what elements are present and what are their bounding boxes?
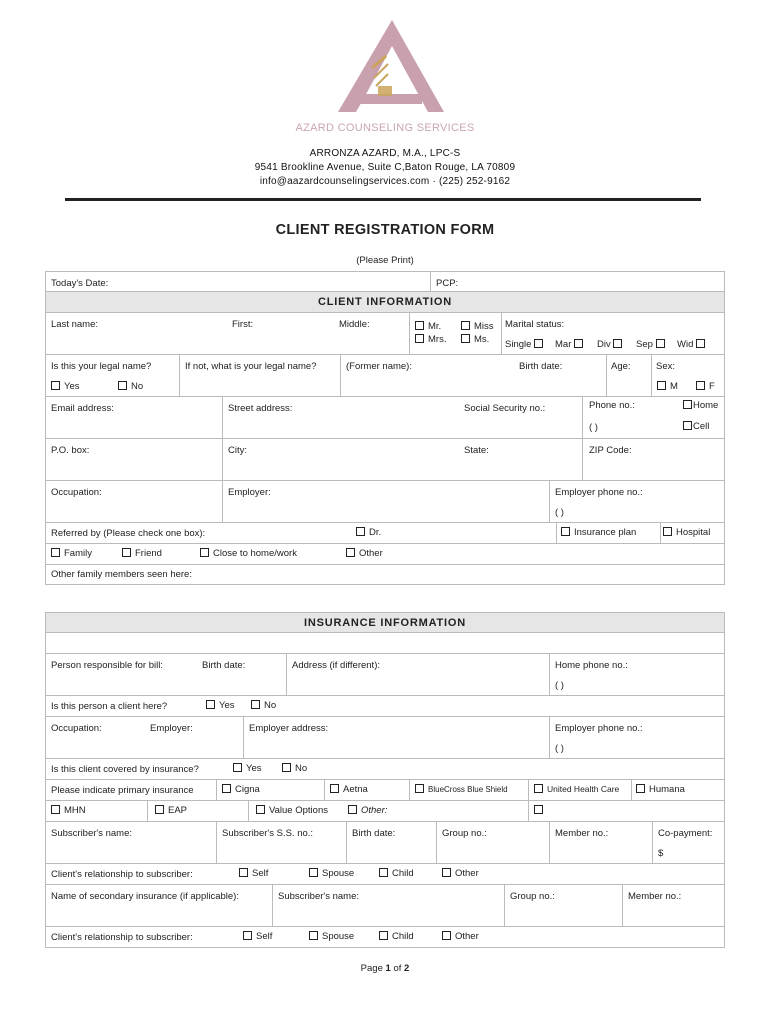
email-phone-line: info@aazardcounselingservices.com · (225) 252-9162 [259, 176, 511, 187]
eap-cell [147, 801, 248, 821]
age-label: Age: [611, 361, 631, 372]
div-label: Div [597, 339, 611, 350]
ref-insurance-option[interactable] [561, 527, 636, 538]
mar-checkbox[interactable] [574, 339, 583, 348]
org-name: AZARD COUNSELING SERVICES [295, 122, 475, 134]
subscriber-name-field[interactable] [46, 822, 216, 863]
occupation-field[interactable] [46, 481, 222, 522]
rel-spouse-label: Spouse [322, 868, 355, 879]
ref-dr-cell [346, 523, 556, 543]
first-name-field[interactable] [227, 313, 334, 354]
is-client-yes-label: Yes [219, 700, 235, 711]
city-field[interactable] [222, 439, 459, 480]
page-total: 2 [404, 963, 410, 974]
email-label: Email address: [51, 403, 114, 414]
resp-employer-phone-label: Employer phone no.: [555, 723, 643, 734]
ref-insurance-cell [556, 523, 660, 543]
contact-name: ARRONZA AZARD, M.A., LPC-S [309, 148, 461, 159]
rel-child-option[interactable] [379, 868, 414, 879]
secondary-field[interactable] [46, 885, 272, 926]
legal-name-label: Is this your legal name? [51, 361, 152, 372]
sec-group-field[interactable] [504, 885, 622, 926]
row-date-pcp [45, 271, 725, 292]
rel2-spouse-checkbox[interactable] [309, 931, 318, 940]
covered-no-label: No [295, 763, 308, 774]
age-field[interactable] [606, 355, 651, 396]
title-options [409, 313, 501, 354]
mar-option[interactable] [555, 339, 587, 350]
other-ins-checkbox[interactable] [348, 805, 357, 814]
rel-self-checkbox[interactable] [239, 868, 248, 877]
address-line: 9541 Brookline Avenue, Suite C,Baton Rouge, LA 70809 [254, 162, 516, 173]
rel2-other-option[interactable] [442, 931, 479, 942]
legal-no-option[interactable] [118, 381, 143, 392]
miss-checkbox[interactable] [461, 321, 470, 330]
rel-spouse-checkbox[interactable] [309, 868, 318, 877]
rel-self-option[interactable] [239, 868, 268, 879]
rel-other-option[interactable] [442, 868, 479, 879]
row-relationship-1 [45, 864, 725, 885]
subscriber-name-label: Subscriber's name: [51, 828, 133, 839]
member-no-field[interactable] [549, 822, 652, 863]
ssn-field[interactable] [459, 397, 582, 438]
value-options-cell [248, 801, 348, 821]
covered-yes-checkbox[interactable] [233, 763, 242, 772]
mhn-option[interactable] [51, 805, 86, 816]
bcbs-option[interactable] [415, 784, 508, 794]
ref-hospital-label: Hospital [676, 527, 711, 538]
home-phone-area: ( ) [555, 680, 564, 691]
insurance-info-band: INSURANCE INFORMATION [45, 612, 725, 633]
phone-home-checkbox[interactable] [683, 400, 692, 409]
person-responsible-label: Person responsible for bill: [51, 660, 163, 671]
sec-member-field[interactable] [622, 885, 724, 926]
primary-question [46, 780, 216, 800]
other-ins-extra-checkbox[interactable] [534, 805, 543, 814]
humana-label: Humana [649, 784, 685, 795]
row-other-family[interactable] [45, 565, 725, 585]
mhn-label: MHN [64, 805, 86, 816]
home-phone-field[interactable] [549, 654, 724, 695]
rel-child-checkbox[interactable] [379, 868, 388, 877]
row-is-client [45, 696, 725, 717]
if-not-legal-field[interactable] [179, 355, 340, 396]
home-phone-label: Home phone no.: [555, 660, 628, 671]
sex-f-checkbox[interactable] [696, 381, 705, 390]
miss-label: Miss [474, 321, 494, 332]
page-label: Page [360, 963, 383, 974]
mrs-option[interactable] [415, 334, 446, 345]
phone-cell-option[interactable] [683, 421, 709, 432]
value-options-label: Value Options [269, 805, 328, 816]
legal-yes-option[interactable] [51, 381, 80, 392]
ref-insurance-checkbox[interactable] [561, 527, 570, 536]
row-names [45, 313, 725, 355]
row-primary-insurance [45, 780, 725, 801]
is-client-no-option[interactable] [251, 700, 276, 711]
former-name-field[interactable] [340, 355, 514, 396]
marital-status-label: Marital status: [505, 319, 565, 330]
street-field[interactable] [222, 397, 459, 438]
row-address [45, 439, 725, 481]
address-diff-label: Address (if different): [292, 660, 381, 671]
form-title: CLIENT REGISTRATION FORM [275, 222, 495, 238]
other-family-label: Other family members seen here: [51, 569, 192, 580]
group-no-field[interactable] [436, 822, 549, 863]
ref-dr-option[interactable] [356, 527, 381, 538]
employer-address-field[interactable] [243, 717, 549, 758]
occupation-label: Occupation: [51, 487, 102, 498]
row-occupation [45, 481, 725, 523]
humana-checkbox[interactable] [636, 784, 645, 793]
other-ins-extra-cell [528, 801, 724, 821]
is-client-label: Is this person a client here? [51, 701, 168, 712]
sex-m-option[interactable] [657, 381, 678, 392]
last-name-field[interactable] [46, 313, 227, 354]
ref-dr-checkbox[interactable] [356, 527, 365, 536]
single-label: Single [505, 339, 532, 350]
header-divider [65, 198, 701, 201]
covered-yes-option[interactable] [233, 763, 262, 774]
po-box-label: P.O. box: [51, 445, 90, 456]
subscriber-ss-field[interactable] [216, 822, 346, 863]
other-ins-option[interactable] [348, 805, 387, 816]
covered-yes-label: Yes [246, 763, 262, 774]
ref-close-checkbox[interactable] [200, 548, 209, 557]
cigna-option[interactable] [222, 784, 260, 795]
uhc-checkbox[interactable] [534, 784, 543, 793]
subscriber-ss-label: Subscriber's S.S. no.: [222, 828, 314, 839]
div-option[interactable] [597, 339, 626, 350]
state-label: State: [464, 445, 489, 456]
rel-other-label: Other [455, 868, 479, 879]
row-email [45, 397, 725, 439]
birth-date-field[interactable] [514, 355, 606, 396]
sec-subscriber-field[interactable] [272, 885, 504, 926]
state-field[interactable] [459, 439, 582, 480]
humana-option[interactable] [636, 784, 685, 795]
covered-label: Is this client covered by insurance? [51, 764, 199, 775]
copay-dollar: $ [658, 848, 664, 859]
sex-f-option[interactable] [696, 381, 715, 392]
birth-date-label: Birth date: [519, 361, 563, 372]
resp-birth-date-label: Birth date: [202, 660, 246, 671]
mr-option[interactable] [415, 321, 441, 332]
sub-birth-field[interactable] [346, 822, 436, 863]
sex-label: Sex: [656, 361, 676, 372]
street-label: Street address: [228, 403, 293, 414]
client-info-band: CLIENT INFORMATION [45, 292, 725, 313]
last-name-label: Last name: [51, 319, 98, 330]
sep-checkbox[interactable] [656, 339, 665, 348]
zip-label: ZIP Code: [589, 445, 632, 456]
sex-f-label: F [709, 381, 715, 392]
ref-family-label: Family [64, 548, 92, 559]
ref-friend-checkbox[interactable] [122, 548, 131, 557]
resp-employer-label: Employer: [150, 723, 193, 734]
sec-member-label: Member no.: [628, 891, 682, 902]
ref-hospital-cell [660, 523, 724, 543]
div-checkbox[interactable] [613, 339, 622, 348]
person-responsible-field[interactable] [46, 654, 197, 695]
rel2-child-label: Child [392, 931, 414, 942]
resp-occupation-field[interactable] [46, 717, 145, 758]
pcp-label: PCP: [436, 278, 459, 289]
ref-family-option[interactable] [51, 548, 92, 559]
referred-by-question [46, 523, 346, 543]
humana-cell [631, 780, 724, 800]
rel-other-checkbox[interactable] [442, 868, 451, 877]
legal-yes-label: Yes [64, 381, 80, 392]
value-options-option[interactable] [256, 805, 328, 816]
employer-phone-label: Employer phone no.: [555, 487, 643, 498]
mrs-checkbox[interactable] [415, 334, 424, 343]
bcbs-checkbox[interactable] [415, 784, 424, 793]
city-label: City: [228, 445, 247, 456]
eap-option[interactable] [155, 805, 187, 816]
row-relationship-2 [45, 927, 725, 948]
employer-phone-area: ( ) [555, 507, 564, 518]
rel2-other-label: Other [455, 931, 479, 942]
row-referred [45, 523, 725, 544]
is-client-no-checkbox[interactable] [251, 700, 260, 709]
employer-phone-field[interactable] [549, 481, 724, 522]
email-field[interactable] [46, 397, 222, 438]
ref-close-label: Close to home/work [213, 548, 297, 559]
uhc-option[interactable] [534, 784, 619, 794]
uhc-cell [528, 780, 631, 800]
sec-group-label: Group no.: [510, 891, 555, 902]
row-resp-occupation [45, 717, 725, 759]
row-secondary [45, 885, 725, 927]
rel2-child-checkbox[interactable] [379, 931, 388, 940]
ref-family-checkbox[interactable] [51, 548, 60, 557]
sep-option[interactable] [636, 339, 669, 350]
ref-other-option[interactable] [346, 548, 383, 559]
sep-label: Sep [636, 339, 653, 350]
row-legal-name [45, 355, 725, 397]
row-person-responsible [45, 654, 725, 696]
todays-date-field[interactable] [46, 272, 430, 291]
single-option[interactable] [505, 339, 547, 350]
resp-employer-phone-field[interactable] [549, 717, 724, 758]
is-client-no-label: No [264, 700, 277, 711]
phone-home-label: Home [693, 400, 719, 411]
legal-no-checkbox[interactable] [118, 381, 127, 390]
sex-m-label: M [670, 381, 678, 392]
rel2-child-option[interactable] [379, 931, 414, 942]
legal-yes-checkbox[interactable] [51, 381, 60, 390]
ref-other-checkbox[interactable] [346, 548, 355, 557]
is-client-yes-option[interactable] [206, 700, 235, 711]
aetna-option[interactable] [330, 784, 368, 795]
row-other-insurers [45, 801, 725, 822]
address-diff-field[interactable] [286, 654, 549, 695]
ref-hospital-option[interactable] [663, 527, 710, 538]
aetna-label: Aetna [343, 784, 368, 795]
former-name-label: (Former name): [346, 361, 412, 372]
company-logo [330, 16, 450, 116]
cigna-checkbox[interactable] [222, 784, 231, 793]
ref-friend-label: Friend [135, 548, 162, 559]
mrs-label: Mrs. [428, 334, 447, 345]
primary-label: Please indicate primary insurance [51, 785, 194, 796]
zip-field[interactable] [582, 439, 724, 480]
resp-employer-field[interactable] [145, 717, 243, 758]
mhn-checkbox[interactable] [51, 805, 60, 814]
phone-cell-checkbox[interactable] [683, 421, 692, 430]
secondary-label: Name of secondary insurance (if applicable): [51, 891, 239, 902]
ssn-label: Social Security no.: [464, 403, 546, 414]
mhn-cell [46, 801, 147, 821]
group-no-label: Group no.: [442, 828, 487, 839]
miss-option[interactable] [461, 321, 494, 332]
phone-cell-label: Cell [693, 421, 710, 432]
ref-friend-option[interactable] [122, 548, 162, 559]
ms-label: Ms. [474, 334, 490, 345]
phone-field [582, 397, 724, 438]
phone-label: Phone no.: [589, 400, 635, 411]
phone-home-option[interactable] [683, 400, 718, 411]
page-number: 1 [385, 963, 391, 974]
ref-hospital-checkbox[interactable] [663, 527, 672, 536]
employer-field[interactable] [222, 481, 549, 522]
pcp-field[interactable] [430, 272, 724, 291]
rel-child-label: Child [392, 868, 414, 879]
uhc-label: United Health Care [547, 784, 620, 794]
rel2-spouse-label: Spouse [322, 931, 355, 942]
cigna-label: Cigna [235, 784, 260, 795]
row-subscriber [45, 822, 725, 864]
wid-label: Wid [677, 339, 694, 350]
single-checkbox[interactable] [534, 339, 543, 348]
relationship-2-label: Client's relationship to subscriber: [51, 932, 193, 943]
referred-by-label: Referred by (Please check one box): [51, 528, 206, 539]
page-of: of [393, 963, 402, 974]
rel2-self-option[interactable] [243, 931, 272, 942]
aetna-checkbox[interactable] [330, 784, 339, 793]
sex-m-checkbox[interactable] [657, 381, 666, 390]
ms-option[interactable] [461, 334, 489, 345]
page-footer [0, 963, 770, 974]
copay-field[interactable] [652, 822, 724, 863]
po-box-field[interactable] [46, 439, 222, 480]
value-options-checkbox[interactable] [256, 805, 265, 814]
rel2-self-label: Self [256, 931, 273, 942]
member-no-label: Member no.: [555, 828, 609, 839]
copay-label: Co-payment: [658, 828, 713, 839]
mar-label: Mar [555, 339, 572, 350]
ref-insurance-label: Insurance plan [574, 527, 637, 538]
relationship-label: Client's relationship to subscriber: [51, 869, 193, 880]
other-ins-cell [348, 801, 528, 821]
bcbs-cell [409, 780, 528, 800]
rel2-other-checkbox[interactable] [442, 931, 451, 940]
employer-label: Employer: [228, 487, 271, 498]
phone-area-code[interactable]: ( ) [589, 422, 598, 433]
todays-date-label: Today's Date: [51, 278, 109, 289]
other-ins-extra-option[interactable] [534, 805, 547, 816]
covered-no-checkbox[interactable] [282, 763, 291, 772]
mr-checkbox[interactable] [415, 321, 424, 330]
rel2-self-checkbox[interactable] [243, 931, 252, 940]
resp-birth-date-field[interactable] [197, 654, 286, 695]
sec-subscriber-label: Subscriber's name: [278, 891, 360, 902]
sex-field [651, 355, 724, 396]
ref-other-label: Other [359, 548, 383, 559]
aetna-cell [324, 780, 409, 800]
covered-no-option[interactable] [282, 763, 307, 774]
if-not-legal-label: If not, what is your legal name? [185, 361, 317, 372]
row-insurance-blank [45, 633, 725, 654]
legal-name-question [46, 355, 179, 396]
ref-dr-label: Dr. [369, 527, 382, 538]
mr-label: Mr. [428, 321, 442, 332]
wid-checkbox[interactable] [696, 339, 705, 348]
middle-name-label: Middle: [339, 319, 370, 330]
middle-name-field[interactable] [334, 313, 409, 354]
employer-address-label: Employer address: [249, 723, 329, 734]
first-name-label: First: [232, 319, 254, 330]
sub-birth-label: Birth date: [352, 828, 396, 839]
eap-label: EAP [168, 805, 188, 816]
marital-status-field [501, 313, 724, 354]
is-client-yes-checkbox[interactable] [206, 700, 215, 709]
resp-employer-phone-area: ( ) [555, 743, 564, 754]
row-covered [45, 759, 725, 780]
print-note: (Please Print) [356, 255, 414, 266]
eap-checkbox[interactable] [155, 805, 164, 814]
rel-self-label: Self [252, 868, 269, 879]
legal-no-label: No [131, 381, 144, 392]
bcbs-label: BlueCross Blue Shield [428, 785, 508, 794]
ms-checkbox[interactable] [461, 334, 470, 343]
ref-close-option[interactable] [200, 548, 297, 559]
wid-option[interactable] [677, 339, 709, 350]
row-referral-sources [45, 544, 725, 565]
rel-spouse-option[interactable] [309, 868, 354, 879]
cigna-cell [216, 780, 324, 800]
resp-occupation-label: Occupation: [51, 723, 102, 734]
rel2-spouse-option[interactable] [309, 931, 354, 942]
other-ins-label: Other: [361, 805, 388, 816]
